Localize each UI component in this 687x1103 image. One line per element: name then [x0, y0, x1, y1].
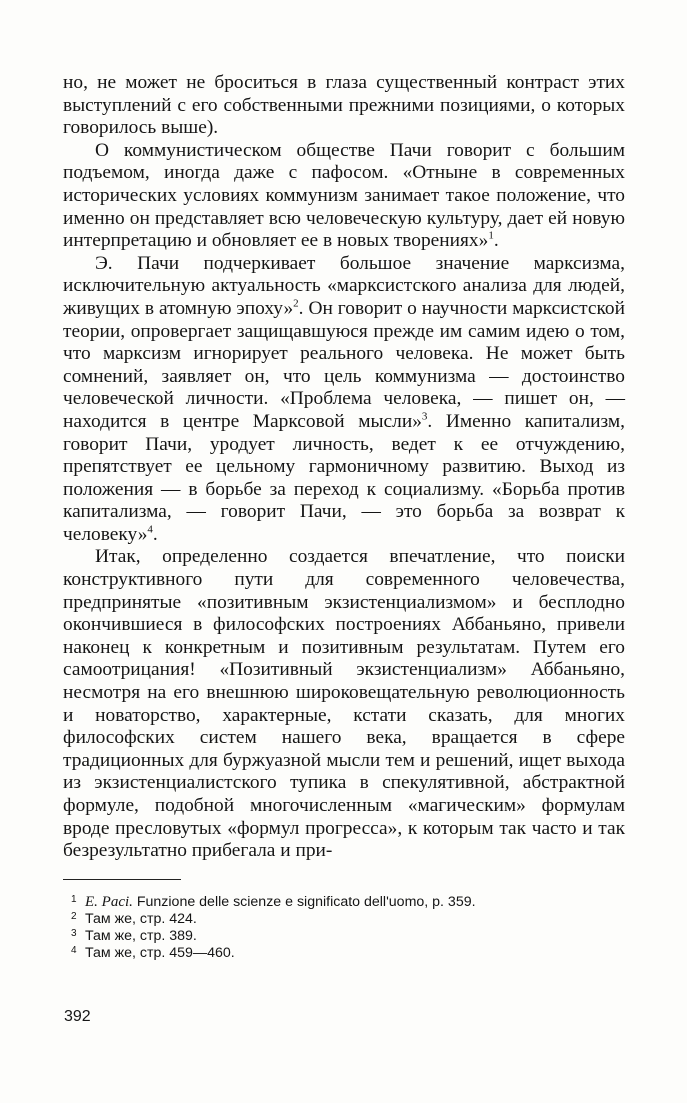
footnote-separator — [63, 879, 181, 880]
paragraph-2-text: О коммунистическом обществе Пачи говорит с большим подъемом, иногда даже с пафосом. «Отныне в современных исторических условиях коммунизм занимает такое положение, что именно он представляет всю человеческую культуру, дает ей новую интерпретацию и обновляет ее в новых творениях» — [63, 139, 625, 252]
footnote-1 — [63, 894, 625, 911]
paragraph-2-tail: . — [493, 230, 499, 252]
footnote-text: Там же, стр. 389. — [85, 927, 197, 944]
footnote-number: 3 — [71, 927, 77, 939]
footnote-ref-1: 1 — [488, 229, 494, 242]
footnote-4 — [63, 945, 625, 962]
paragraph-2 — [63, 140, 625, 253]
main-text — [63, 72, 625, 863]
paragraph-4: Итак, определенно создается впечатление, что поиски конструктивного пути для современного человечества, предпринятые «позитивным экзистенциализмом» и бесплодно окончившиеся в философских построениях Аббаньяно, привели наконец к конкретным и позитивным результатам. Путем его самоотрицания! «Позитивный экзистенциализм» Аббаньяно, несмотря на его внешнюю широковещательную революционность и новаторство, характерные, кстати сказать, для многих философских систем нашего века, вращается в сфере традиционных для буржуазной мысли тем и решений, ищет выхода из экзистенциалистского тупика в спекулятивной, абстрактной формуле, подобной многочисленным «магическим» формулам вроде пресловутых «формул прогресса», к которым так часто и так безрезультатно прибегала и при- — [63, 546, 625, 862]
paragraph-1: но, не может не броситься в глаза существенный контраст этих выступлений с его собственными прежними позициями, о которых говорилось выше). — [63, 72, 625, 139]
footnotes — [63, 894, 625, 962]
footnote-2 — [63, 911, 625, 928]
page-number: 392 — [64, 1008, 91, 1025]
footnote-ref-2: 2 — [293, 297, 299, 310]
page-body — [63, 72, 625, 962]
footnote-number: 4 — [71, 944, 77, 956]
footnote-ref-3: 3 — [421, 410, 428, 423]
footnote-text: Там же, стр. 459—460. — [85, 944, 235, 961]
paragraph-3-text-b: . Он говорит о научности марксистской теории, опровергает защищавшуюся прежде им самим идею о том, что марксизм игнорирует реального человека. Не может быть сомнений, заявляет он, что цель коммунизма — достоинство человеческой личности. «Проблема человека, — пишет он, — находится в центре Марксовой мысли» — [63, 297, 625, 432]
paragraph-3-tail: . — [152, 523, 158, 545]
footnote-3 — [63, 928, 625, 945]
paragraph-3-text-c: . Именно капитализм, говорит Пачи, уродует личность, ведет к ее отчуждению, препятствует ее цельному гармоничному развитию. Выход из положения — в борьбе за переход к социализму. «Борьба против капитализма, — говорит Пачи, — это борьба за возврат к человеку» — [63, 410, 625, 545]
footnote-text: Funzione delle scienze e significato dell'uomo, p. 359. — [136, 893, 476, 910]
footnote-ref-4: 4 — [147, 523, 153, 536]
paragraph-3-text-a: Э. Пачи подчеркивает большое значение марксизма, исключительную актуальность «марксистского анализа для людей, живущих в атомную эпоху» — [63, 252, 625, 319]
footnote-number: 2 — [71, 910, 77, 922]
footnote-number: 1 — [71, 893, 77, 905]
footnote-author: E. Paci. — [85, 893, 133, 910]
footnote-text: Там же, стр. 424. — [85, 910, 197, 927]
paragraph-3 — [63, 253, 625, 547]
